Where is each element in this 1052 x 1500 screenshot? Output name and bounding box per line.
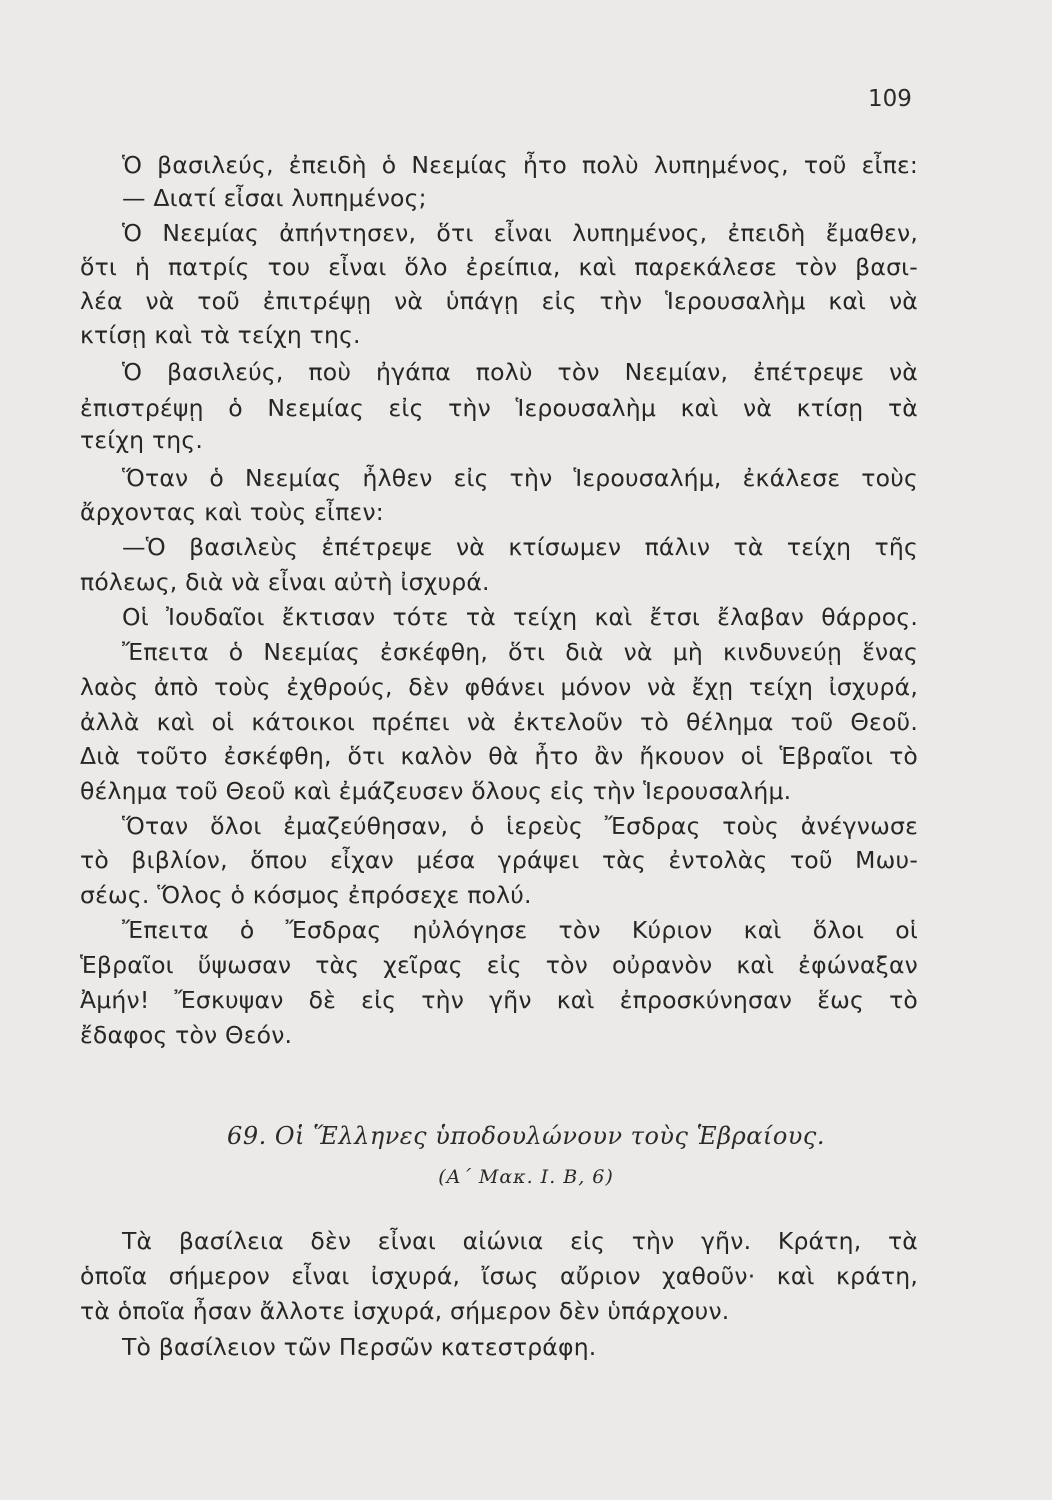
text-line: τὸ βιβλίον, ὅπου εἶχαν μέσα γράψει τὰς ἐντολὰς τοῦ Μωυ- — [80, 846, 918, 874]
text-line: Ὁ βασιλεύς, ἐπειδὴ ὁ Νεεμίας ἦτο πολὺ λυπημένος, τοῦ εἶπε: — [122, 151, 918, 179]
section-reference: (Α΄ Μακ. Ι. Β, 6) — [438, 1166, 614, 1188]
text-line: —Ὁ βασιλεὺς ἐπέτρεψε νὰ κτίσωμεν πάλιν τὰ τείχη τῆς — [122, 533, 918, 561]
text-line: Ὁ βασιλεύς, ποὺ ἠγάπα πολὺ τὸν Νεεμίαν, ἐπέτρεψε νὰ — [122, 358, 918, 386]
text-line: Διὰ τοῦτο ἐσκέφθη, ὅτι καλὸν θὰ ἦτο ἂν ἤκουον οἱ Ἑβραῖοι τὸ — [80, 742, 918, 770]
text-line: θέλημα τοῦ Θεοῦ καὶ ἐμάζευσεν ὅλους εἰς τὴν Ἱερουσαλήμ. — [80, 777, 792, 805]
text-line: σέως. Ὅλος ὁ κόσμος ἐπρόσεχε πολύ. — [80, 881, 532, 909]
text-line: πόλεως, διὰ νὰ εἶναι αὐτὴ ἰσχυρά. — [80, 568, 490, 596]
text-line: ἄρχοντας καὶ τοὺς εἶπεν: — [80, 498, 384, 526]
text-line: Ἑβραῖοι ὕψωσαν τὰς χεῖρας εἰς τὸν οὐρανὸν καὶ ἐφώναξαν — [80, 951, 918, 979]
text-line: ἀλλὰ καὶ οἱ κάτοικοι πρέπει νὰ ἐκτελοῦν τὸ θέλημα τοῦ Θεοῦ. — [80, 708, 918, 736]
text-line: λαὸς ἀπὸ τοὺς ἐχθρούς, δὲν φθάνει μόνον νὰ ἔχῃ τείχη ἰσχυρά, — [80, 673, 918, 701]
text-line: Ὅταν ὅλοι ἐμαζεύθησαν, ὁ ἱερεὺς Ἔσδρας τοὺς ἀνέγνωσε — [122, 812, 918, 840]
text-line: ὅτι ἡ πατρίς του εἶναι ὅλο ἐρείπια, καὶ παρεκάλεσε τὸν βασι- — [80, 253, 918, 281]
section-heading: 69. Οἱ Ἕλληνες ὑποδουλώνουν τοὺς Ἑβραίους. — [227, 1122, 825, 1150]
text-line: Τὰ βασίλεια δὲν εἶναι αἰώνια εἰς τὴν γῆν. Κράτη, τὰ — [122, 1227, 918, 1255]
text-line: λέα νὰ τοῦ ἐπιτρέψῃ νὰ ὑπάγῃ εἰς τὴν Ἱερουσαλὴμ καὶ νὰ — [80, 287, 918, 315]
text-line: ὁποῖα σήμερον εἶναι ἰσχυρά, ἴσως αὔριον χαθοῦν· καὶ κράτη, — [80, 1262, 918, 1290]
text-line: Οἱ Ἰουδαῖοι ἔκτισαν τότε τὰ τείχη καὶ ἔτσι ἔλαβαν θάρρος. — [122, 603, 918, 631]
page-number: 109 — [868, 86, 912, 112]
text-line: Ἀμήν! Ἔσκυψαν δὲ εἰς τὴν γῆν καὶ ἐπροσκύνησαν ἕως τὸ — [80, 986, 918, 1014]
text-line: ἔδαφος τὸν Θεόν. — [80, 1021, 293, 1049]
text-line: τείχη της. — [80, 426, 204, 454]
text-line: Ἔπειτα ὁ Ἔσδρας ηὐλόγησε τὸν Κύριον καὶ ὅλοι οἱ — [122, 916, 918, 944]
text-line: τὰ ὁποῖα ἦσαν ἄλλοτε ἰσχυρά, σήμερον δὲν ὑπάρχουν. — [80, 1297, 730, 1325]
text-line: κτίσῃ καὶ τὰ τείχη της. — [80, 321, 361, 349]
text-line: — Διατί εἶσαι λυπημένος; — [122, 184, 427, 212]
text-line: Ὁ Νεεμίας ἀπήντησεν, ὅτι εἶναι λυπημένος, ἐπειδὴ ἔμαθεν, — [122, 219, 918, 247]
text-line: ἐπιστρέψῃ ὁ Νεεμίας εἰς τὴν Ἱερουσαλὴμ καὶ νὰ κτίσῃ τὰ — [80, 394, 918, 422]
text-line: Τὸ βασίλειον τῶν Περσῶν κατεστράφη. — [122, 1333, 597, 1361]
text-line: Ὅταν ὁ Νεεμίας ἦλθεν εἰς τὴν Ἱερουσαλήμ, ἐκάλεσε τοὺς — [122, 464, 918, 492]
text-line: Ἔπειτα ὁ Νεεμίας ἐσκέφθη, ὅτι διὰ νὰ μὴ κινδυνεύῃ ἕνας — [122, 638, 918, 666]
